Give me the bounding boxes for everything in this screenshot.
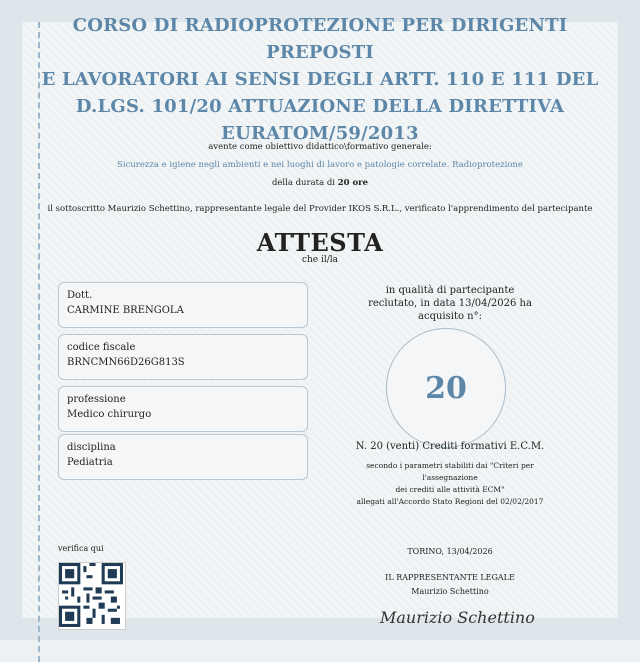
- objective-label: avente come obiettivo didattico\formativo generale:: [208, 142, 432, 152]
- criteria-line: dei crediti alle attività ECM": [395, 485, 505, 494]
- field-value: Medico chirurgo: [67, 409, 152, 420]
- attesta-heading: ATTESTA: [256, 228, 384, 257]
- criteria-line: allegati all'Accordo Stato Regioni del 02/02/2017: [356, 497, 544, 506]
- legal-rep-label: IL RAPPRESENTANTE LEGALE: [385, 573, 515, 582]
- duration: [30, 178, 610, 188]
- field-label: professione: [67, 394, 126, 405]
- criteria-line: secondo i parametri stabiliti dai "Criteri per: [366, 461, 534, 470]
- duration-value: 20 ore: [337, 178, 369, 188]
- credits-text: N. 20 (venti) Crediti formativi E.C.M.: [355, 441, 545, 452]
- objective-text: Sicurezza e igiene negli ambienti e nei luoghi di lavoro e patologie correlate. Radioprotezione: [117, 160, 523, 170]
- certificate-title: [40, 12, 600, 147]
- field-discipline: [58, 434, 308, 480]
- duration-prefix: della durata di: [271, 178, 336, 188]
- declaration: il sottoscritto Maurizio Schettino, rappresentante legale del Provider IKOS S.R.L., verificato l'apprendimento del partecipante: [47, 204, 593, 214]
- place-date: TORINO, 13/04/2026: [407, 547, 493, 556]
- title-line: CORSO DI RADIOPROTEZIONE PER DIRIGENTI PREPOSTI: [72, 15, 568, 63]
- field-value: BRNCMN66D26G813S: [67, 357, 185, 368]
- field-name: [58, 282, 308, 328]
- qr-code[interactable]: [58, 562, 126, 630]
- credits-circle: [386, 328, 506, 448]
- field-profession: [58, 386, 308, 432]
- title-line: D.LGS. 101/20 ATTUAZIONE DELLA DIRETTIVA: [75, 96, 565, 117]
- field-value: Pediatria: [67, 457, 113, 468]
- criteria-text: [330, 460, 570, 508]
- criteria-line: l'assegnazione: [422, 473, 478, 482]
- qr-code-icon: [59, 563, 123, 627]
- verify-label: verifica qui: [58, 544, 104, 553]
- field-label: Dott.: [67, 290, 93, 301]
- field-value: CARMINE BRENGOLA: [67, 305, 184, 316]
- participation-line: in qualità di partecipante: [385, 285, 515, 296]
- field-label: codice fiscale: [67, 342, 136, 353]
- participation-text: [340, 284, 560, 323]
- credits-number: 20: [425, 370, 467, 406]
- title-line: E LAVORATORI AI SENSI DEGLI ARTT. 110 E 111 DEL: [41, 69, 599, 90]
- title-line: EURATOM/59/2013: [221, 123, 419, 144]
- field-fiscal-code: [58, 334, 308, 380]
- field-label: disciplina: [67, 442, 116, 453]
- signature: Maurizio Schettino: [380, 608, 535, 627]
- legal-rep-name: Maurizio Schettino: [411, 587, 489, 596]
- che-il-la: che il/la: [301, 255, 339, 265]
- participation-line: reclutato, in data 13/04/2026 ha: [368, 298, 532, 309]
- participation-line: acquisito n°:: [418, 311, 482, 322]
